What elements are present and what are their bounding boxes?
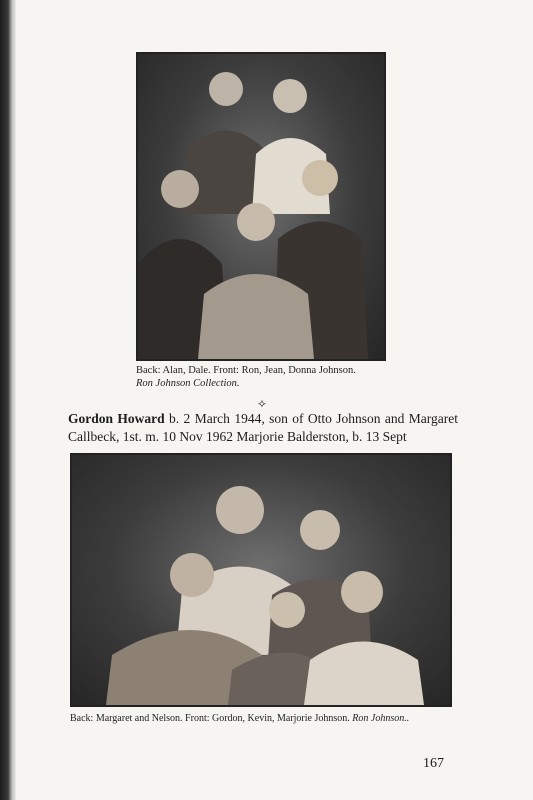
entry-name: Gordon Howard: [68, 411, 165, 426]
photo-1-caption-names: Back: Alan, Dale. Front: Ron, Jean, Donna Johnson.: [136, 365, 356, 376]
family-photo-1: [136, 52, 386, 361]
page-number: 167: [423, 756, 444, 771]
section-ornament: ⟡: [258, 396, 266, 410]
book-spine-shadow: [0, 0, 16, 800]
photo-2-caption-names: Back: Margaret and Nelson. Front: Gordon, Kevin, Marjorie Johnson.: [70, 713, 353, 724]
genealogy-entry: [68, 410, 458, 446]
photo-1-caption: [136, 364, 356, 390]
family-photo-2: [70, 453, 452, 707]
photo-2-caption-credit: Ron Johnson..: [352, 713, 410, 724]
photo-2-caption: [70, 712, 409, 725]
entry-text: b. 2 March 1944, son of Otto Johnson and Margaret Callbeck, 1st. m. 10 Nov 1962 Marjorie Balderston, b. 13 Sept: [68, 411, 458, 444]
photo-1-caption-credit: Ron Johnson Collection.: [136, 378, 240, 389]
